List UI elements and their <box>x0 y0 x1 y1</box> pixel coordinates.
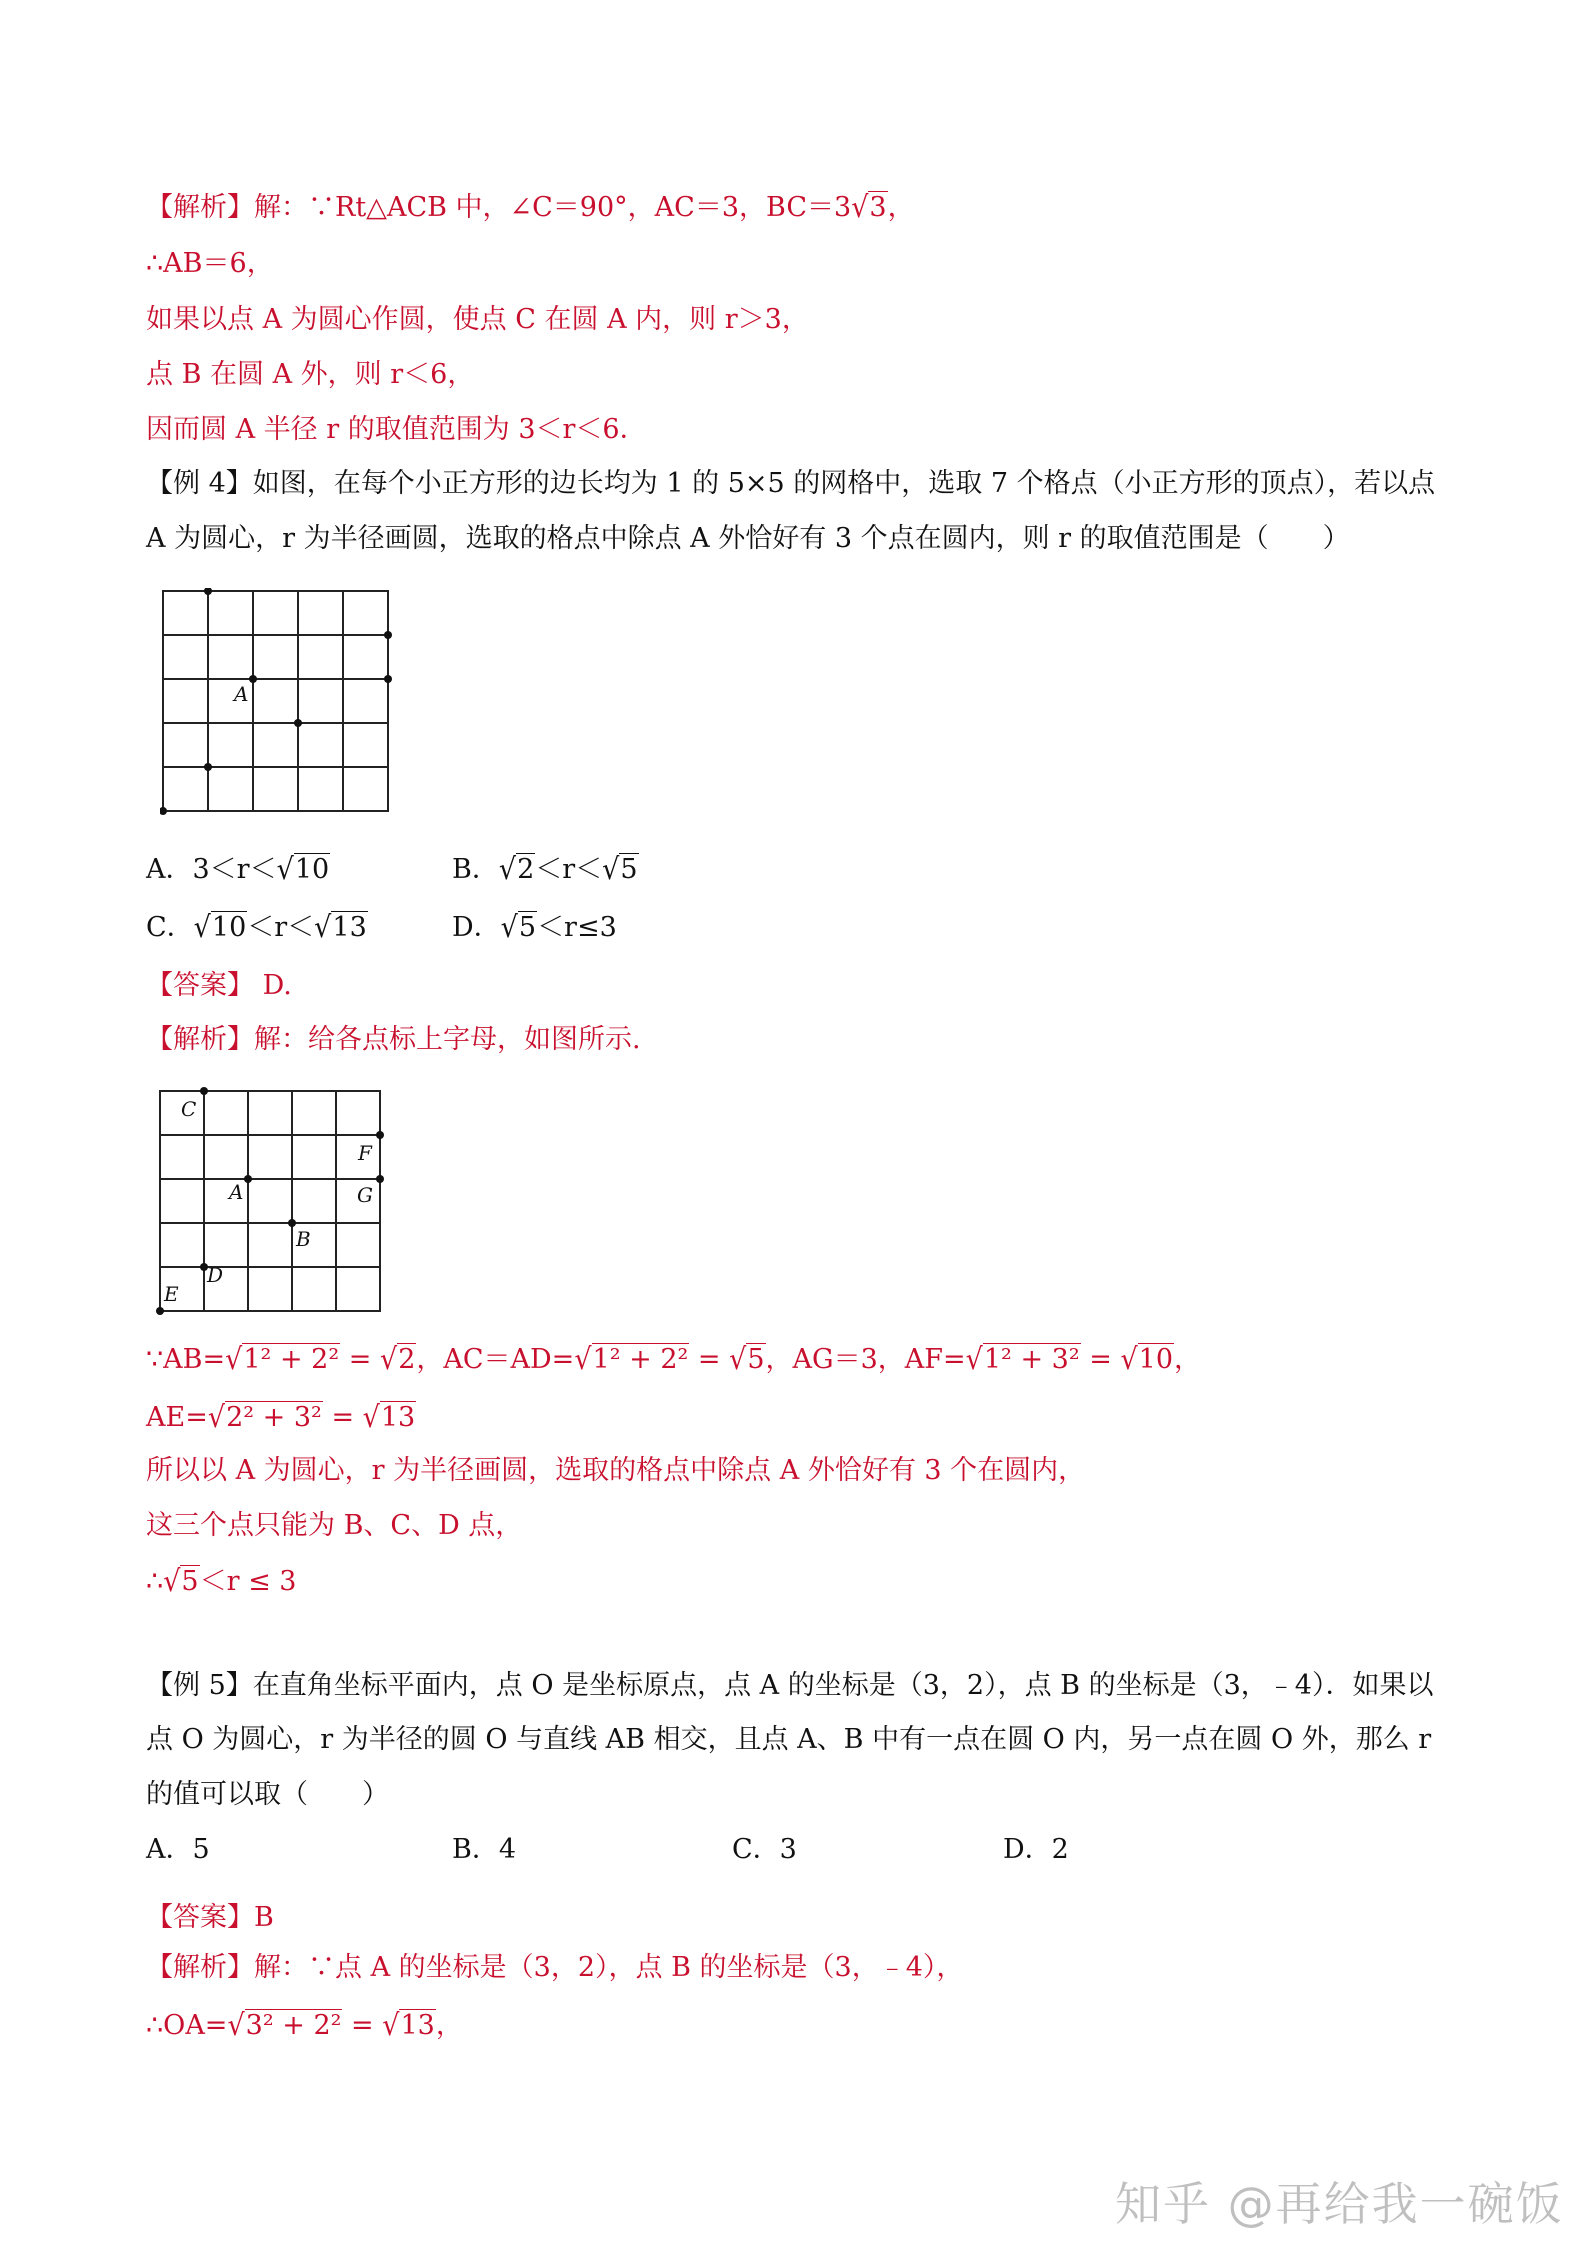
example-5-solution-line-1: 【解析】解：∵点 A 的坐标是（3，2），点 B 的坐标是（3，﹣4）， <box>146 1952 964 1983</box>
example-4-solution-line-1: ∵AB=√1² + 2² = √2，AC＝AD=√1² + 2² = √5，AG＝3，AF=√1² + 3² = √10， <box>146 1342 1202 1377</box>
point-label-d: D <box>207 1263 224 1287</box>
answer-tag: 【答案】 <box>146 1902 254 1933</box>
ex5-option-a: A．5 <box>146 1834 210 1865</box>
example-4-solution-line-4: 这三个点只能为 B、C、D 点， <box>146 1510 523 1541</box>
example-4-solution-line-3: 所以以 A 为圆心，r 为半径画圆，选取的格点中除点 A 外恰好有 3 个在圆内， <box>146 1455 1086 1486</box>
grid-point <box>384 631 392 639</box>
point-label-c: C <box>181 1097 197 1121</box>
option-a: A．3＜r＜√10 <box>146 852 330 887</box>
grid-point <box>204 763 212 771</box>
point-label-e: E <box>164 1282 179 1306</box>
analysis-tag: 【解析】 <box>146 1024 254 1055</box>
example-4-solution-line-5: ∴√5＜r ≤ 3 <box>146 1564 297 1599</box>
point-label-b: B <box>296 1227 311 1251</box>
ex5-option-d: D．2 <box>1003 1834 1069 1865</box>
analysis-tag: 【解析】 <box>146 192 254 223</box>
example-5-question-line-3: 的值可以取（ ） <box>146 1779 389 1810</box>
point-label-a: A <box>229 1180 244 1204</box>
ex5-option-c: C．3 <box>732 1834 797 1865</box>
example-4-question-line-2: A 为圆心，r 为半径画圆，选取的格点中除点 A 外恰好有 3 个点在圆内，则 r 的取值范围是（ ） <box>146 523 1350 554</box>
example-5-solution-line-2: ∴OA=√3² + 2² = √13， <box>146 2008 463 2043</box>
grid-point <box>204 588 212 595</box>
point-label-f: F <box>358 1141 372 1165</box>
solution-line-3: 如果以点 A 为圆心作圆，使点 C 在圆 A 内，则 r＞3， <box>146 304 809 335</box>
analysis-tag: 【解析】 <box>146 1952 254 1983</box>
option-d: D．√5＜r≤3 <box>452 910 617 945</box>
option-c: C．√10＜r＜√13 <box>146 910 367 945</box>
grid-point <box>384 675 392 683</box>
watermark: 知乎 @再给我一碗饭 <box>1115 2177 1564 2231</box>
grid-point <box>160 807 167 815</box>
grid-point-a <box>249 675 257 683</box>
example-4-solution-line-2: AE=√2² + 3² = √13 <box>146 1400 416 1435</box>
point-label-g: G <box>357 1183 373 1207</box>
grid-figure-1 <box>160 588 400 818</box>
example-4-solution-intro: 【解析】解：给各点标上字母，如图所示. <box>146 1024 641 1055</box>
example-5-tag: 【例 5】 <box>146 1670 253 1701</box>
solution-line-5: 因而圆 A 半径 r 的取值范围为 3＜r＜6． <box>146 414 647 445</box>
example-5-question-line-1: 【例 5】在直角坐标平面内，点 O 是坐标原点，点 A 的坐标是（3，2），点 B 的坐标是（3，﹣4）．如果以 <box>146 1670 1434 1701</box>
answer-tag: 【答案】 <box>146 970 254 1001</box>
option-b: B．√2＜r＜√5 <box>452 852 638 887</box>
example-4-question-line-1: 【例 4】如图，在每个小正方形的边长均为 1 的 5×5 的网格中，选取 7 个格点（小正方形的顶点），若以点 <box>146 468 1436 499</box>
solution-line-2: ∴AB＝6， <box>146 248 274 279</box>
example-5-question-line-2: 点 O 为圆心，r 为半径的圆 O 与直线 AB 相交，且点 A、B 中有一点在圆 O 内，另一点在圆 O 外，那么 r <box>146 1724 1432 1755</box>
example-5-answer: 【答案】B <box>146 1902 274 1933</box>
example-4-tag: 【例 4】 <box>146 468 253 499</box>
grid-point <box>294 719 302 727</box>
solution-line-4: 点 B 在圆 A 外，则 r＜6， <box>146 359 475 390</box>
sqrt-expression: √3 <box>851 190 887 225</box>
point-label-a: A <box>234 682 249 706</box>
solution-line-1: 【解析】解：∵Rt△ACB 中，∠C＝90°，AC＝3，BC＝3√3， <box>146 190 915 225</box>
grid-figure-2 <box>154 1086 394 1316</box>
ex5-option-b: B．4 <box>452 1834 517 1865</box>
example-4-answer: 【答案】 D. <box>146 970 292 1001</box>
